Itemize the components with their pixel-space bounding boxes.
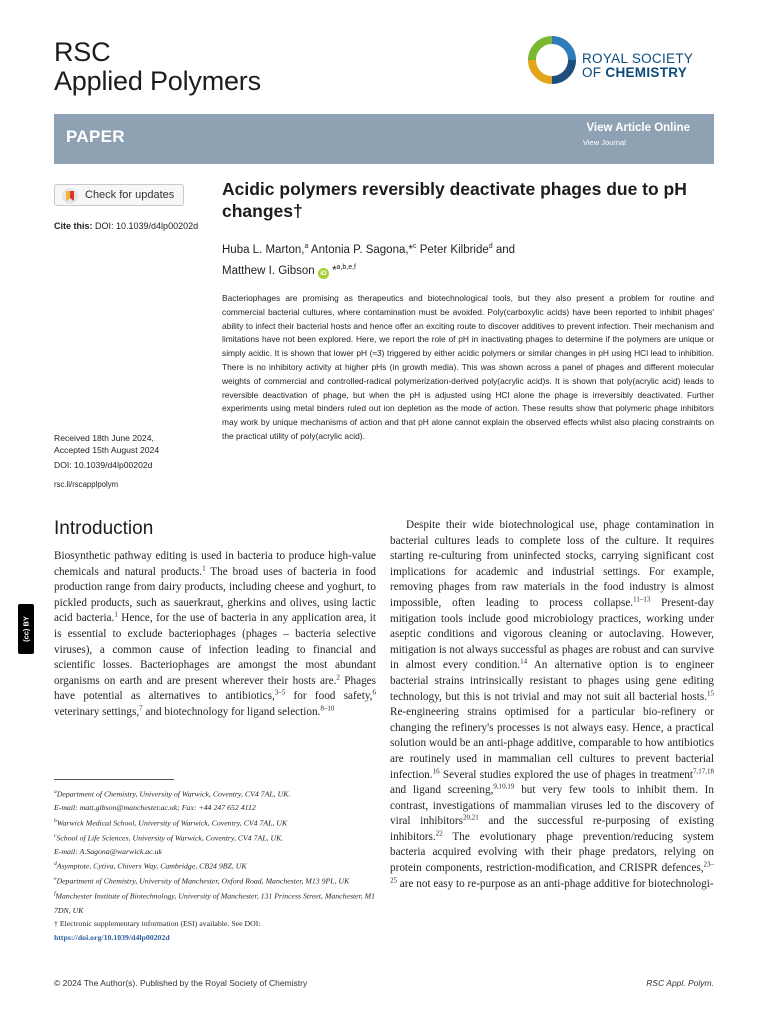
footnote-rule [54,779,174,780]
received-date: Received 18th June 2024, [54,433,154,443]
article-type-banner [54,114,714,164]
email-a[interactable]: E-mail: matt.gibson@manchester.ac.uk; Fax: +44 247 652 4112 [54,803,256,813]
rsc-ring-icon [528,36,576,84]
introduction-heading: Introduction [54,518,154,539]
esi-note: † Electronic supplementary information (ESI) available. See DOI: https://doi.org/10.1039/d4lp00202d [54,919,261,942]
rsc-logo-line2: OF CHEMISTRY [582,65,688,80]
affiliation-e: $^e$Department of Chemistry, University of Manchester, Oxford Road, Manchester, M13 9PL, UK [54,876,350,886]
cc-by-license-badge[interactable]: (cc) BY [18,604,34,654]
received-dates [54,432,159,456]
intro-paragraph-1: Biosynthetic pathway editing is used in bacteria to produce high-value chemicals and natural products.$^1$ The broad uses of bacteria in food production range from dairy products, including cheese and yoghurt, to pickled products, such as sauerkraut, gherkins and olives, using lactic acid bacteria.$^1$ Hence, for the use of bacteria in any application area, it is essential to exclude bacteriophages (phages – bacteria selective viruses), a common cause of infection leading to financial and scientific losses. Bacteriophages are amongst the most abundant organisms on earth and are present wherever their hosts are.$^2$ Phages have potential as alternatives to antibiotics,$^{3-5}$ for food safety,$^6$ veterinary settings,$^7$ and biotechnology for ligand selection.$^{8-10}$ [54,550,377,718]
cite-this: Cite this: DOI: 10.1039/d4lp00202d [54,221,199,231]
check-for-updates-button[interactable] [54,184,184,206]
orcid-icon[interactable]: iD [318,268,329,279]
article-type: PAPER [66,127,125,146]
copyright-footer: © 2024 The Author(s). Published by the Royal Society of Chemistry [54,978,308,988]
view-journal-link[interactable]: View Journal [583,138,626,147]
intro-right-column [390,518,714,892]
affiliation-d: $^d$Asymptote, Cytiva, Chivers Way, Cambridge, CB24 9BZ, UK [54,861,247,871]
rsc-logo-line1: ROYAL SOCIETY [582,51,694,66]
affiliations [54,786,376,944]
article-title: Acidic polymers reversibly deactivate phages due to pH changes† [222,179,687,221]
affiliation-f: $^f$Manchester Institute of Biotechnology, University of Manchester, 131 Princess Street, Manchester, M1 7DN, UK [54,891,376,915]
journal-abbrev-footer: RSC Appl. Polym. [646,978,714,988]
journal-title [54,38,261,96]
intro-paragraph-2: Despite their wide biotechnological use, phage contamination in bacterial cultures leads to complete loss of the culture. It requires starting re-culturing from uninfected stocks, carrying significant cost implications for academic and industrial settings. For example, removing phages from raw materials in the food industry is almost impossible, often leading to process collapse.$^{11-13}$ Present-day mitigation tools include good microbiology practices, working under aseptic conditions and vigorous cleaning or autoclaving. However, mitigation is not always successful as phages are robust and can survive in almost every condition.$^{14}$ An alternative option is to engineer bacterial strains intrinsically resistant to phages using gene editing technology, but this is not trivial and may not suit all bacterial hosts.$^{15}$ Re-engineering strains optimised for a particular bio-refinery or changing the refinery's processes is not always easy. Hence, a practical solution would be an anti-phage additive, comparable to how antibiotics are routinely used in mammalian cell cultures to prevent bacterial infection.$^{16}$ Several studies explored the use of phages in treatment$^{7,17,18}$ and ligand screening,$^{9,10,19}$ but very few tools to inhibit them. In contrast, investigations of mammalian viruses led to the discovery of viral inhibitors$^{20,21}$ and the successful re-purposing of existing inhibitors.$^{22}$ The evolutionary phage prevention/reducing system bacteria acquired evolving with their phage predators, relying on protein components, restriction-modification, and CRISPR defences,$^{23-25}$ are not easy to re-purpose as an anti-phage additive for biotechnologi- [390,519,715,890]
affiliation-b: $^b$Warwick Medical School, University of Warwick, Coventry, CV4 7AL, UK [54,817,288,828]
email-c[interactable]: E-mail: A.Sagona@warwick.ac.uk [54,846,162,856]
esi-doi-link[interactable]: https://doi.org/10.1039/d4lp00202d [54,932,170,942]
check-for-updates-label: Check for updates [85,189,175,201]
affiliation-a: $^a$Department of Chemistry, University of Warwick, Coventry, CV4 7AL, UK. [54,789,291,799]
abstract: Bacteriophages are promising as therapeutics and biotechnological tools, but they also present a problem for routine and commercial bacterial cultures, where contamination must be avoided. Poly(carboxylic acids) have been reported to inhibit phages' ability to infect their bacterial hosts and hence offer an exciting route to discover additives to prevent infection. Their mechanism and limitations have not been explored. Here, we report the role of pH in inactivating phages to determine if the polymers are unique or simply acidic. It is shown that lower pH (≈3) triggered by either acidic polymers or similar changes in pH using HCl lead to inhibition. There is no inhibitory activity at higher pHs (in growth media). This was shown across a panel of phages and different molecular weights of commercial and controlled-radical polymerization-derived poly(acrylic acid)s. It is shown that poly(acrylic acid) leads to reversible deactivation of phage, but when the pH is adjusted using HCl alone the phage is irreversibly deactivated. Further experiments using metal binders ruled out ion depletion as the mode of action. These results show that polymeric phage inhibitors may work by unique mechanisms of action and that pH alone cannot explain the observed effects whilst also placing constraints on the practical utility of poly(acrylic acid). [222,293,714,441]
intro-left-column [54,549,376,721]
view-article-online-link[interactable]: View Article Online [586,122,690,134]
journal-title-line2: Applied Polymers [54,66,261,96]
journal-link[interactable]: rsc.li/rscapplpolym [54,480,119,489]
affiliation-c: $^c$School of Life Sciences, University of Warwick, Coventry, CV4 7AL, UK. [54,832,284,843]
rsc-logo[interactable] [528,36,718,84]
journal-title-line1: RSC [54,37,111,67]
bookmark-update-icon [61,187,79,205]
author-list: Huba L. Marton,$^a$ Antonia P. Sagona,*$^c$ Peter Kilbride$^d$ and Matthew I. Gibson iD *$^{a,b,e,f}$ [222,243,516,277]
accepted-date: Accepted 15th August 2024 [54,445,160,455]
doi: DOI: 10.1039/d4lp00202d [54,460,153,470]
